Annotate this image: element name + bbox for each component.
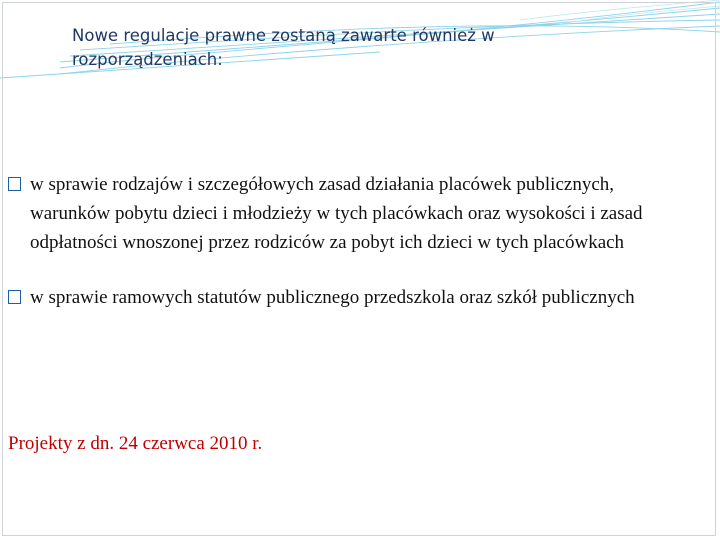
square-bullet-icon xyxy=(8,290,21,304)
bullet-list xyxy=(8,170,648,312)
square-bullet-icon xyxy=(8,177,21,191)
bullet-text: w sprawie rodzajów i szczegółowych zasad działania placówek publicznych, warunków pobytu dzieci i młodzieży w tych placówkach oraz wysokości i zasad odpłatności wnoszonej przez rodziców za pobyt ich dzieci w tych placówkach xyxy=(30,174,643,253)
projects-date-note: Projekty z dn. 24 czerwca 2010 r. xyxy=(8,433,263,454)
bullet-item xyxy=(8,283,648,312)
bullet-item xyxy=(8,170,648,257)
slide-title: Nowe regulacje prawne zostaną zawarte również w rozporządzeniach: xyxy=(72,26,495,69)
bullet-text: w sprawie ramowych statutów publicznego przedszkola oraz szkół publicznych xyxy=(30,287,635,308)
